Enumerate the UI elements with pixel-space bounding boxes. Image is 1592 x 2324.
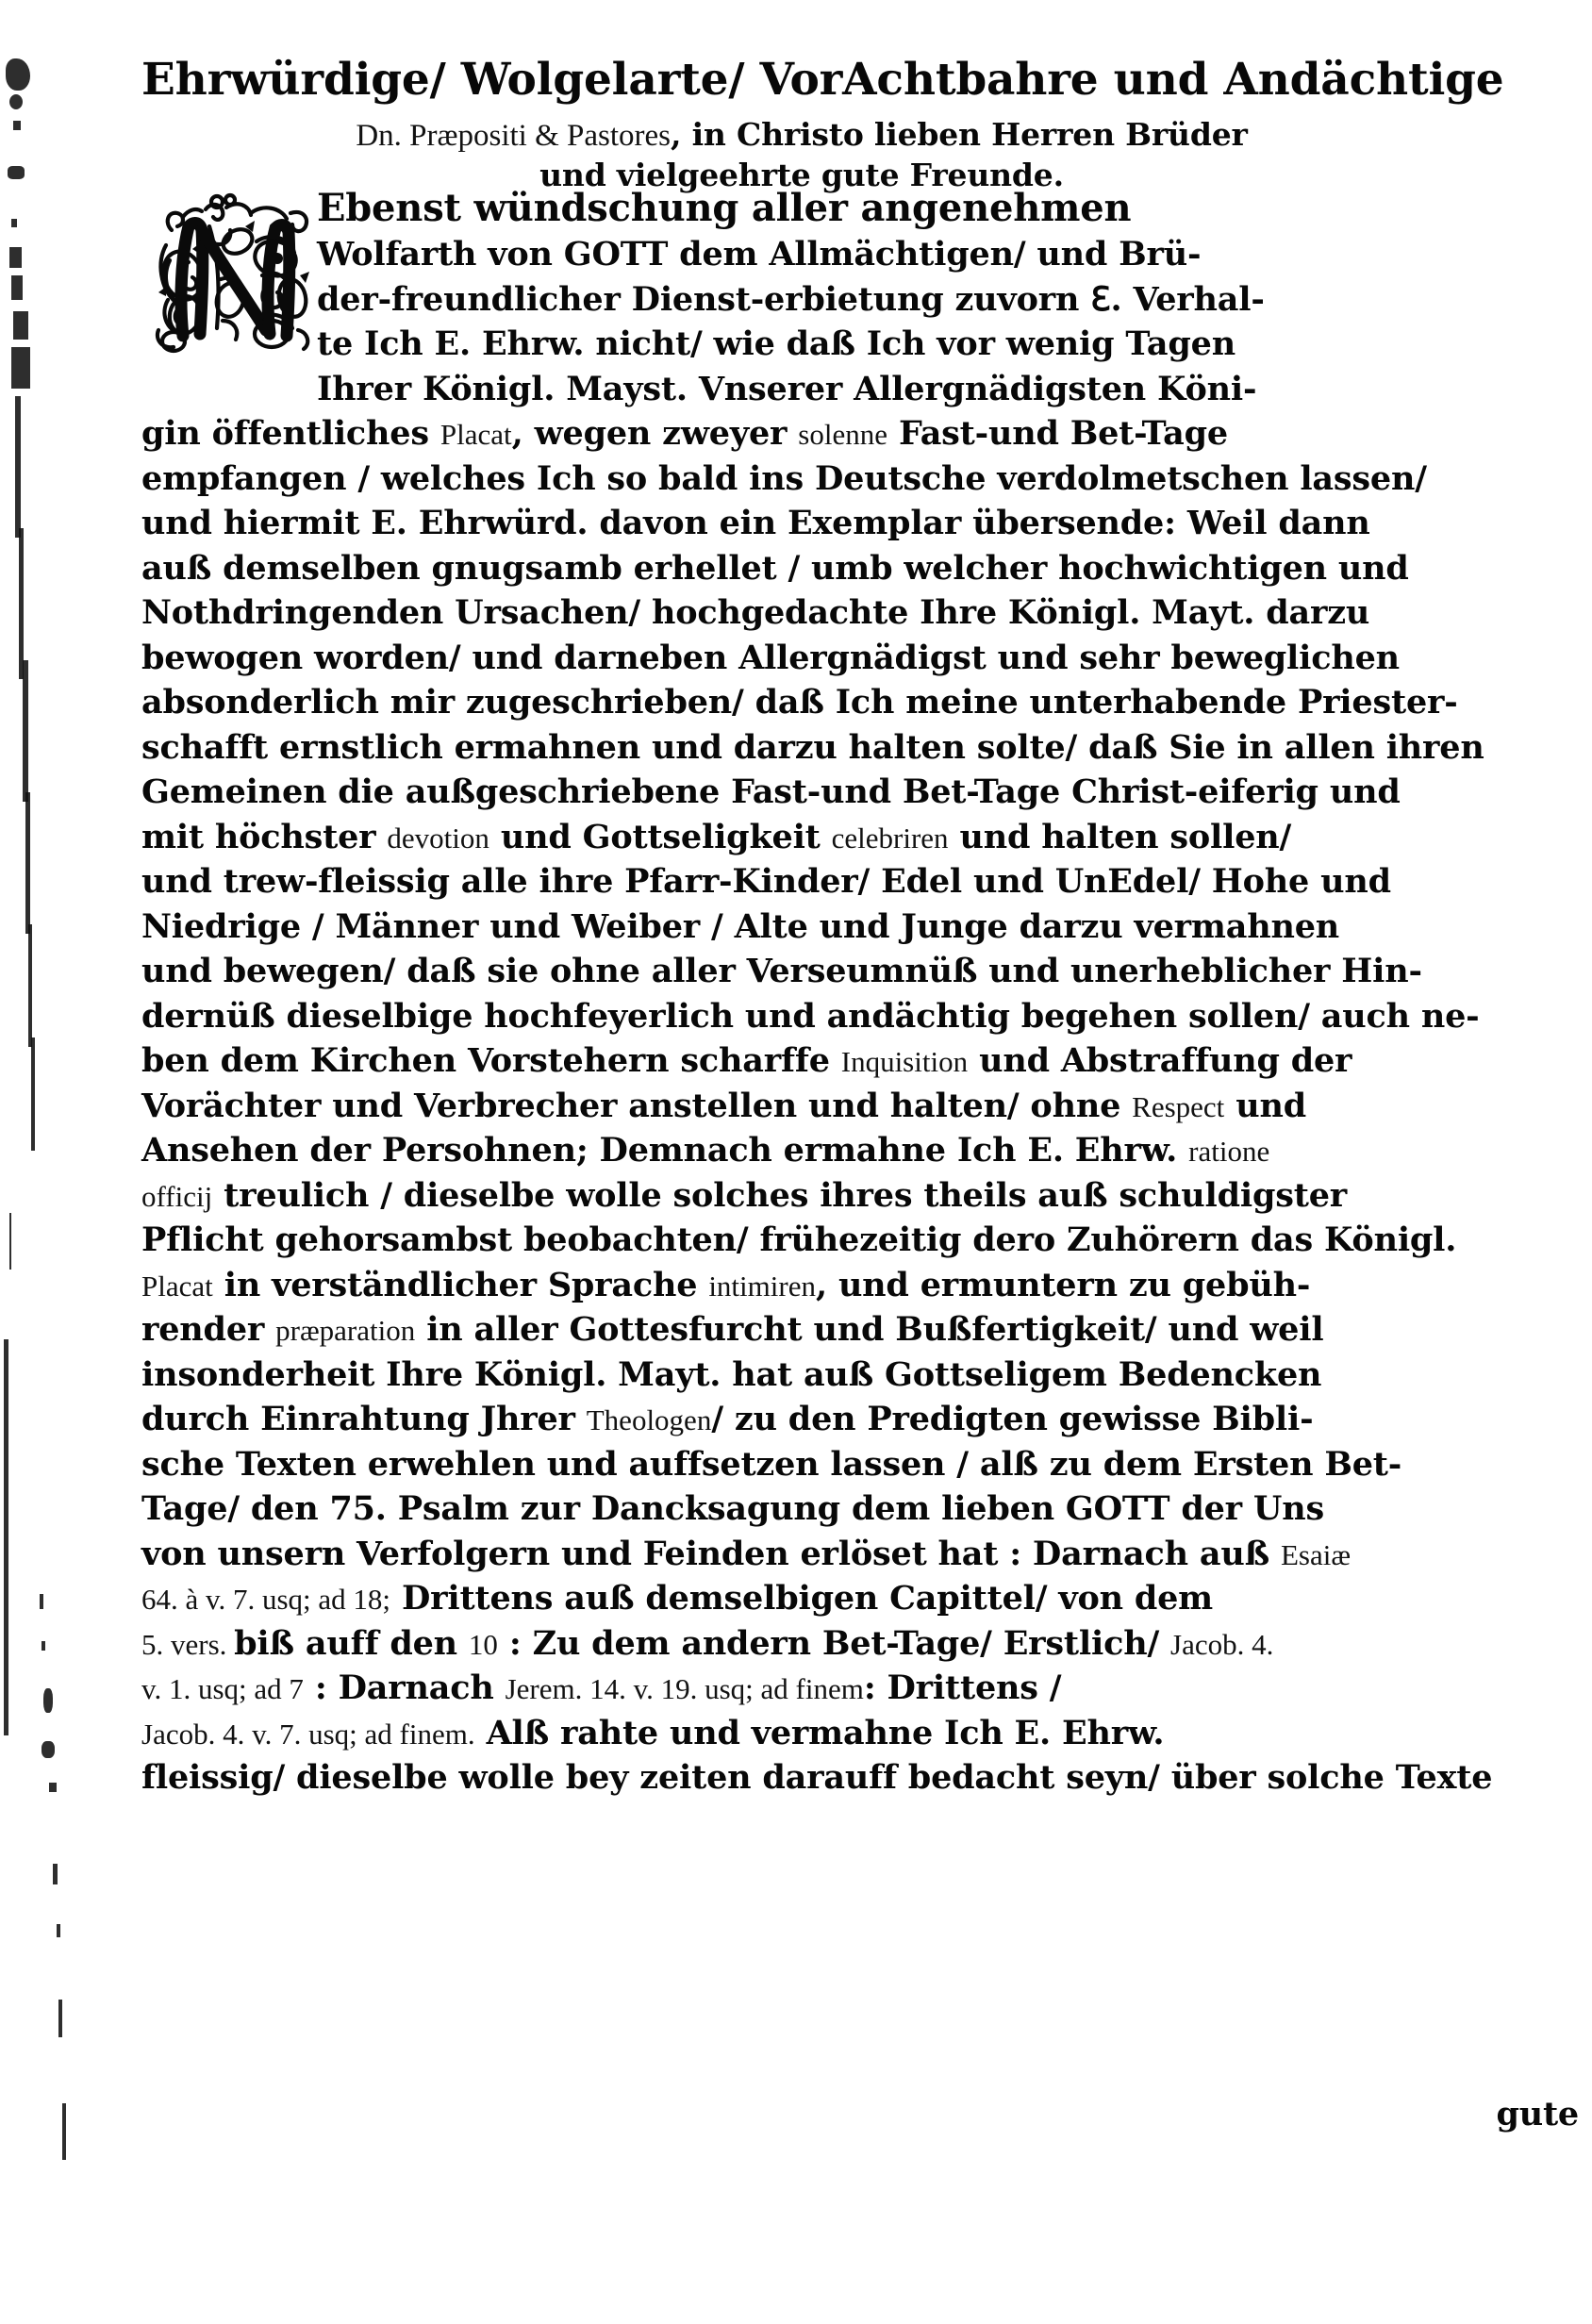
body-line (141, 994, 1480, 1039)
fraktur-run: , und ermuntern zu gebüh‐ (815, 1265, 1311, 1304)
fraktur-run: Alß rahte und vermahne Ich E. Ehrw. (474, 1713, 1165, 1752)
fraktur-run: dernüß dieselbige hochfeyerlich und andächtig begehen sollen/ auch ne‐ (141, 996, 1480, 1036)
fraktur-run: / zu den Predigten gewisse Bibli‐ (711, 1400, 1314, 1438)
addressee-line-2-text: und vielgeehrte gute Freunde. (539, 157, 1064, 193)
body-line (141, 1218, 1462, 1263)
fraktur-run: Gemeinen die außgeschriebene Fast‐und Bet‐Tage Christ‐eiferig und (141, 772, 1401, 811)
body-line (141, 1532, 1462, 1577)
body-line (141, 859, 1462, 905)
catchword-text: gute (1496, 2095, 1579, 2133)
body-line (141, 590, 1462, 636)
fraktur-run: Drittens auß demselbigen Capittel/ von dem (390, 1579, 1214, 1618)
body-line (141, 1666, 1462, 1711)
roman-run: officij (141, 1179, 213, 1213)
body-line (141, 322, 1462, 367)
fraktur-run: in verständlicher Sprache (212, 1265, 709, 1304)
roman-run: Jacob. 4. v. 7. usq; ad finem. (141, 1717, 475, 1751)
roman-run: Jacob. 4. (1170, 1627, 1274, 1661)
roman-run: 5. vers. (141, 1627, 235, 1661)
roman-run: Placat (141, 1269, 213, 1303)
fraktur-run: auß demselben gnugsamb erhellet / umb welcher hochwichtigen und (141, 548, 1409, 588)
fraktur-run: und hiermit E. Ehrwürd. davon ein Exemplar übersende: Weil dann (141, 504, 1370, 542)
body-line (141, 636, 1462, 681)
body-line (141, 277, 1462, 323)
fraktur-run: Verhal‐ (1133, 279, 1265, 319)
body-line (141, 725, 1484, 771)
fraktur-run: Ihrer Königl. Mayst. Vnserer Allergnädigsten Köni‐ (317, 369, 1257, 408)
body-line (141, 232, 1462, 277)
body-line (141, 770, 1462, 815)
body-line (141, 456, 1462, 502)
roman-run: præparation (275, 1314, 416, 1347)
body-line (141, 1084, 1462, 1129)
fraktur-run: fleissig/ dieselbe wolle bey zeiten darauff bedacht seyn/ über solche Texte (141, 1758, 1493, 1797)
roman-run: solenne (798, 418, 887, 451)
page-title-text: Ehrwürdige/ Wolgelarte/ VorAchtbahre und Andächtige (141, 54, 1504, 106)
fraktur-run: , wegen zweyer (511, 414, 799, 453)
fraktur-run: treulich / dieselbe wolle solches ihres theils auß schuldigster (212, 1175, 1348, 1215)
addressee-line (141, 116, 1462, 155)
body-line (141, 1307, 1462, 1353)
body-line (141, 1263, 1462, 1308)
body-line (141, 949, 1462, 994)
fraktur-run: Vorächter und Verbrecher anstellen und halten/ ohne (141, 1086, 1133, 1125)
body-line (141, 1576, 1462, 1621)
body-line (141, 905, 1462, 950)
fraktur-run: gin öffentliches (141, 414, 440, 453)
body-line (141, 546, 1462, 591)
fraktur-run: absonderlich mir zugeschrieben/ daß Ich meine unterhabende Priester‐ (141, 683, 1458, 722)
fraktur-run: und trew‐fleissig alle ihre Pfarr‐Kinder/ Edel und UnEdel/ Hohe und (141, 862, 1391, 901)
roman-run: Esaiæ (1280, 1537, 1352, 1571)
body-line (141, 1442, 1462, 1487)
fraktur-run: Ansehen der Persohnen; Demnach ermahne Ich E. Ehrw. (141, 1131, 1189, 1170)
body-line (141, 680, 1462, 725)
body-line (141, 815, 1462, 860)
fraktur-run: Nothdringenden Ursachen/ hochgedachte Ihre Königl. Mayt. darzu (141, 593, 1370, 632)
roman-run: ratione (1188, 1135, 1270, 1168)
body-line (141, 1128, 1462, 1173)
fraktur-run: in aller Gottesfurcht und Bußfertigkeit/ und weil (415, 1310, 1324, 1349)
roman-run: Jerem. 14. v. 19. usq; ad finem (505, 1672, 864, 1705)
roman-run: 64. à v. 7. usq; ad 18; (141, 1583, 391, 1616)
roman-run: Inquisition (840, 1045, 969, 1078)
fraktur-run: te Ich E. Ehrw. nicht/ wie daß Ich vor wenig Tagen (317, 324, 1235, 363)
fraktur-run: empfangen / welches Ich so bald ins Deutsche verdolmetschen lassen/ (141, 458, 1427, 498)
body-line (141, 1755, 1493, 1801)
fraktur-run: und Gottseligkeit (489, 817, 832, 856)
fraktur-run: biß auff den (234, 1623, 469, 1663)
fraktur-run: und halten sollen/ (948, 817, 1292, 856)
body-line (141, 1173, 1462, 1219)
roman-run: intimiren (708, 1269, 816, 1303)
fraktur-run: mit höchster (141, 817, 388, 856)
fraktur-run: render (141, 1310, 276, 1349)
catchword (1496, 2096, 1579, 2133)
page-title (141, 54, 1504, 106)
roman-run: v. 1. usq; ad 7 (141, 1672, 304, 1705)
scan-edge-artifacts (0, 0, 66, 2324)
roman-run: celebriren (831, 821, 949, 855)
fraktur-run: Fast‐und Bet‐Tage (887, 414, 1228, 453)
fraktur-run: und (1224, 1086, 1307, 1125)
fraktur-run: und bewegen/ daß sie ohne aller Verseumnüß und unerheblicher Hin‐ (141, 952, 1422, 990)
fraktur-run: ben dem Kirchen Vorstehern scharffe (141, 1041, 841, 1080)
body-line (141, 1621, 1462, 1667)
body-line (141, 501, 1462, 546)
body-line (141, 1353, 1462, 1398)
fraktur-run: sche Texten erwehlen und auffsetzen lassen / alß zu dem Ersten Bet‐ (141, 1444, 1402, 1484)
addressee-latin: Dn. Præpositi & Pastores (356, 119, 672, 153)
fraktur-run: Ebenst wündschung aller angenehmen (317, 186, 1132, 230)
body-line (141, 1711, 1462, 1756)
fraktur-run: : Darnach (303, 1668, 506, 1707)
fraktur-run: durch Einrahtung Jhrer (141, 1400, 587, 1438)
fraktur-run: bewogen worden/ und darneben Allergnädigst und sehr beweglichen (141, 638, 1400, 677)
body-line (141, 367, 1462, 412)
roman-run: Respect (1132, 1089, 1225, 1123)
fraktur-run: der‐freundlicher Dienst‐erbietung zuvorn ℇ. (317, 279, 1134, 319)
fraktur-run: insonderheit Ihre Königl. Mayt. hat auß Gottseligem Bedencken (141, 1354, 1322, 1394)
roman-run: Theologen (586, 1403, 712, 1436)
addressee-connector: , in (671, 116, 738, 153)
fraktur-run: Tage/ den 75. Psalm zur Dancksagung dem lieben GOTT der Uns (141, 1489, 1324, 1528)
roman-run: devotion (387, 821, 489, 855)
body-line (141, 1038, 1462, 1084)
body-line (141, 1486, 1462, 1532)
roman-run: Placat (439, 418, 512, 451)
body-line (141, 411, 1462, 456)
fraktur-run: und Abstraffung der (968, 1041, 1352, 1080)
fraktur-run: schafft ernstlich ermahnen und darzu halten solte/ daß Sie in allen ihren (141, 727, 1484, 767)
addressee-german: Christo lieben Herren Brüder (737, 116, 1248, 153)
fraktur-run: Wolfarth von GOTT dem Allmächtigen/ und Brü‐ (317, 235, 1202, 274)
letter-body (141, 185, 1493, 1801)
fraktur-run: : Zu dem andern Bet‐Tage/ Erstlich/ (497, 1623, 1171, 1663)
body-line (141, 185, 1462, 232)
body-line (141, 1397, 1462, 1442)
fraktur-run: Pflicht gehorsambst beobachten/ frühezeitig dero Zuhörern das Königl. (141, 1220, 1457, 1259)
roman-run: 10 (468, 1627, 498, 1661)
fraktur-run: : Drittens / (863, 1668, 1062, 1707)
fraktur-run: von unsern Verfolgern und Feinden erlöset hat : Darnach auß (141, 1534, 1281, 1573)
fraktur-run: Niedrige / Männer und Weiber / Alte und Junge darzu vermahnen (141, 906, 1340, 946)
